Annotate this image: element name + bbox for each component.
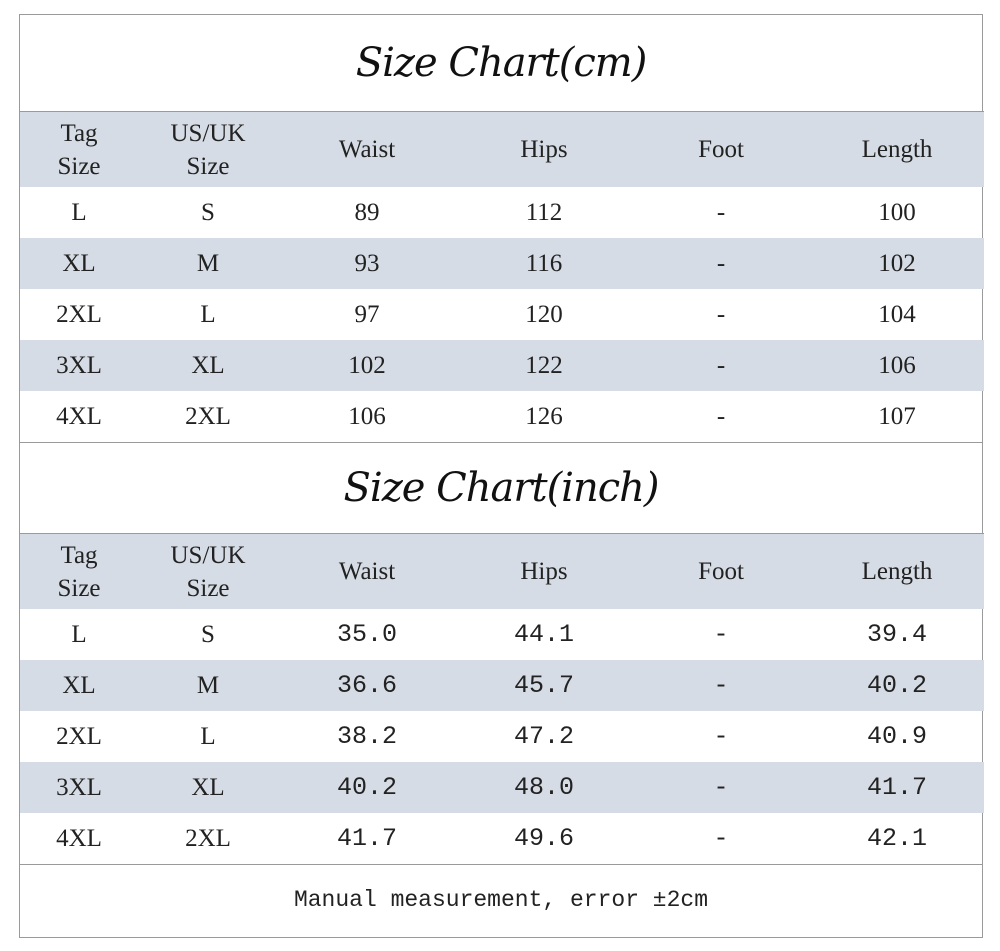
inch-header-cell: Length <box>810 534 984 610</box>
table-cell: 104 <box>878 300 916 328</box>
table-row <box>20 711 984 762</box>
table-cell: 40.2 <box>810 660 984 711</box>
table-row <box>20 340 984 391</box>
table-cell: 49.6 <box>513 824 574 853</box>
table-cell: 93 <box>278 238 456 289</box>
cm-header-cell: Foot <box>632 112 810 188</box>
table-cell: - <box>713 620 729 649</box>
table-cell: 36.6 <box>278 660 456 711</box>
table-cell: XL <box>20 238 138 289</box>
table-cell: XL <box>138 762 278 813</box>
table-cell: - <box>632 238 810 289</box>
table-row <box>20 238 984 289</box>
table-cell: 2XL <box>56 722 102 750</box>
inch-header-row <box>20 534 984 610</box>
table-cell: XL <box>20 660 138 711</box>
inch-size-table <box>20 533 984 864</box>
table-cell: M <box>138 238 278 289</box>
table-row <box>20 289 984 340</box>
table-cell: - <box>716 300 726 328</box>
table-cell: S <box>201 198 215 226</box>
table-cell: 4XL <box>56 824 102 852</box>
table-cell: L <box>200 722 216 750</box>
cm-header-cell: Length <box>810 112 984 188</box>
table-cell: 116 <box>456 238 632 289</box>
cm-header-row <box>20 112 984 188</box>
table-cell: - <box>632 762 810 813</box>
table-cell: 45.7 <box>456 660 632 711</box>
table-cell: XL <box>138 340 278 391</box>
table-cell: 120 <box>525 300 563 328</box>
table-cell: 102 <box>278 340 456 391</box>
table-row <box>20 813 984 864</box>
table-cell: L <box>200 300 216 328</box>
table-cell: 47.2 <box>513 722 574 751</box>
table-cell: 4XL <box>56 402 102 430</box>
table-cell: 107 <box>878 402 916 430</box>
table-cell: 106 <box>810 340 984 391</box>
table-cell: 39.4 <box>866 620 927 649</box>
table-cell: 44.1 <box>513 620 574 649</box>
inch-header-cell: Waist <box>278 534 456 610</box>
cm-chart-title: Size Chart(cm) <box>355 40 647 86</box>
table-cell: - <box>632 660 810 711</box>
measurement-note: Manual measurement, error ±2cm <box>20 864 982 935</box>
table-cell: - <box>716 198 726 226</box>
inch-header-cell: US/UK Size <box>138 534 278 610</box>
table-cell: 122 <box>456 340 632 391</box>
table-cell: S <box>201 620 215 648</box>
table-cell: 35.0 <box>336 620 397 649</box>
cm-size-table <box>20 111 984 442</box>
cm-header-cell: US/UK Size <box>138 112 278 188</box>
cm-header-cell: Waist <box>278 112 456 188</box>
table-row <box>20 762 984 813</box>
table-cell: L <box>71 620 87 648</box>
table-cell: 40.9 <box>866 722 927 751</box>
table-cell: 97 <box>354 300 380 328</box>
table-cell: 112 <box>525 198 563 226</box>
table-cell: 2XL <box>185 824 231 852</box>
table-cell: 106 <box>348 402 386 430</box>
inch-header-cell: Foot <box>632 534 810 610</box>
table-cell: 42.1 <box>866 824 927 853</box>
table-cell: M <box>138 660 278 711</box>
table-cell: 126 <box>525 402 563 430</box>
cm-header-cell: Tag Size <box>20 112 138 188</box>
table-cell: 89 <box>354 198 380 226</box>
table-cell: 100 <box>878 198 916 226</box>
table-cell: L <box>71 198 87 226</box>
table-cell: 40.2 <box>278 762 456 813</box>
cm-header-cell: Hips <box>456 112 632 188</box>
table-cell: - <box>713 722 729 751</box>
table-cell: 3XL <box>20 340 138 391</box>
table-cell: 102 <box>810 238 984 289</box>
table-cell: 41.7 <box>336 824 397 853</box>
table-cell: 3XL <box>20 762 138 813</box>
table-cell: 2XL <box>56 300 102 328</box>
table-cell: - <box>632 340 810 391</box>
table-cell: 48.0 <box>456 762 632 813</box>
table-row <box>20 609 984 660</box>
table-row <box>20 660 984 711</box>
table-cell: 41.7 <box>810 762 984 813</box>
size-chart-frame <box>19 14 983 938</box>
inch-header-cell: Hips <box>456 534 632 610</box>
inch-header-cell: Tag Size <box>20 534 138 610</box>
table-cell: - <box>716 402 726 430</box>
table-cell: 38.2 <box>336 722 397 751</box>
table-row <box>20 187 984 238</box>
table-row <box>20 391 984 442</box>
inch-chart-title: Size Chart(inch) <box>20 442 982 533</box>
table-cell: - <box>713 824 729 853</box>
table-cell: 2XL <box>185 402 231 430</box>
